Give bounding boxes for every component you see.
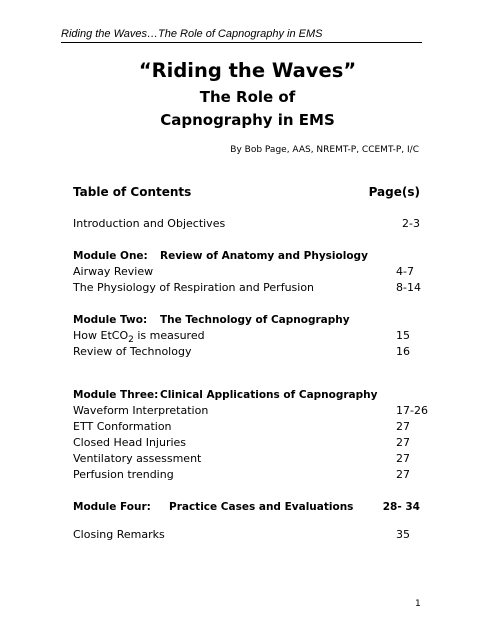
toc-entry-label: Airway Review	[73, 265, 154, 278]
running-header: Riding the Waves…The Role of Capnography in EMS	[61, 28, 422, 43]
page-number: 1	[415, 599, 421, 609]
toc-entry-pages: 8-14	[396, 281, 421, 294]
toc-entry-label: ETT Conformation	[73, 420, 172, 433]
document-subtitle-line2: Capnography in EMS	[160, 111, 335, 129]
toc-entry-pages: 17-26	[396, 404, 428, 417]
toc-entry-perfusion	[73, 467, 420, 483]
toc-entry-label: Ventilatory assessment	[73, 452, 202, 465]
toc-entry-label: Perfusion trending	[73, 468, 174, 481]
toc-entry-intro	[73, 216, 420, 232]
toc-entry-pages: 27	[396, 468, 410, 481]
author-byline: By Bob Page, AAS, NREMT-P, CCEMT-P, I/C	[230, 145, 419, 155]
toc-entry-pages: 15	[396, 329, 410, 342]
toc-entry-label: Review of Technology	[73, 345, 192, 358]
toc-entry-physiology	[73, 280, 420, 296]
module-label: Module Three:	[73, 389, 159, 401]
toc-entry-pages: 27	[396, 452, 410, 465]
toc-entry-label: Introduction and Objectives	[73, 217, 226, 230]
toc-entry-ventilatory	[73, 451, 420, 467]
toc-pages-heading: Page(s)	[368, 185, 420, 199]
toc-entry-etco2	[73, 328, 420, 344]
toc-entry-pages: 16	[396, 345, 410, 358]
module-subtitle: Clinical Applications of Capnography	[160, 389, 378, 401]
toc-entry-airway-review	[73, 264, 420, 280]
module-three-heading	[73, 387, 420, 403]
toc-entry-pages: 2-3	[402, 217, 420, 230]
toc-header-row	[73, 184, 420, 200]
toc-entry-ett	[73, 419, 420, 435]
document-subtitle-line1: The Role of	[199, 88, 296, 106]
module-subtitle: The Technology of Capnography	[160, 314, 350, 326]
toc-entry-waveform	[73, 403, 428, 419]
toc-entry-pages: 27	[396, 420, 410, 433]
toc-entry-label: Closing Remarks	[73, 528, 165, 541]
toc-entry-closing	[73, 527, 420, 543]
module-label: Module One:	[73, 250, 148, 262]
toc-entry-label: Waveform Interpretation	[73, 404, 209, 417]
toc-entry-label: The Physiology of Respiration and Perfusion	[73, 281, 315, 294]
document-title: “Riding the Waves”	[138, 59, 357, 82]
toc-entry-pages: 28- 34	[382, 501, 420, 513]
toc-entry-pages: 4-7	[396, 265, 414, 278]
toc-entry-pages: 35	[396, 528, 410, 541]
module-label: Module Four:	[73, 501, 151, 513]
module-label: Module Two:	[73, 314, 148, 326]
toc-entry-review-technology	[73, 344, 420, 360]
module-subtitle: Review of Anatomy and Physiology	[160, 250, 368, 262]
module-two-heading	[73, 312, 420, 328]
toc-heading: Table of Contents	[73, 185, 192, 199]
module-four-heading	[73, 499, 420, 515]
toc-entry-label: How EtCO$_2$ is measured	[73, 329, 205, 345]
toc-entry-pages: 27	[396, 436, 410, 449]
module-subtitle: Practice Cases and Evaluations	[169, 501, 354, 513]
toc-entry-label: Closed Head Injuries	[73, 436, 187, 449]
module-one-heading	[73, 248, 420, 264]
toc-entry-head-injuries	[73, 435, 420, 451]
